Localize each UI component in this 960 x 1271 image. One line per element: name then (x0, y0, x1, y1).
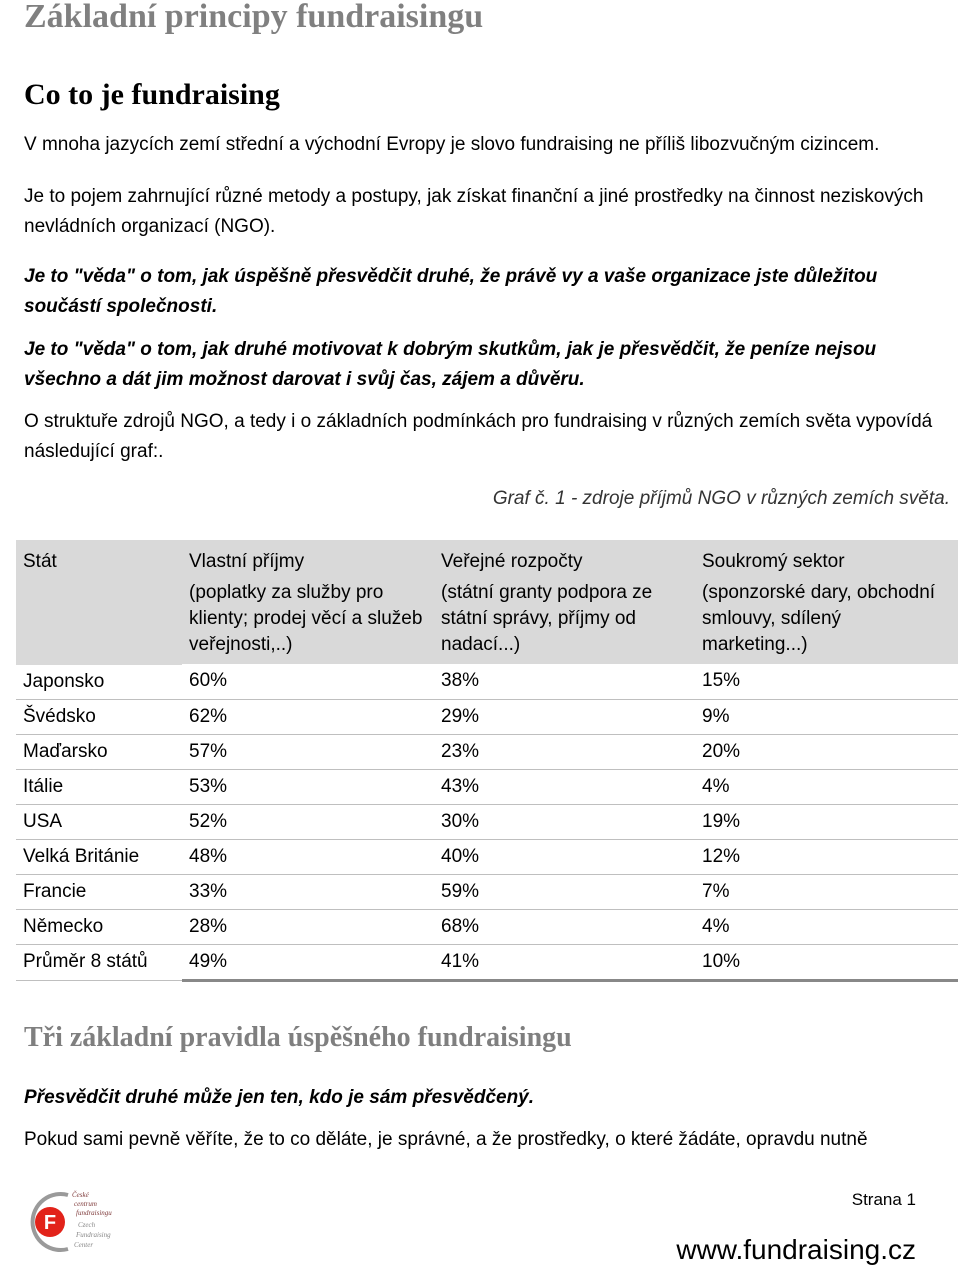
value-cell: 9% (695, 699, 958, 734)
paragraph-ngo-structure: O struktuře zdrojů NGO, a tedy i o základních podmínkách pro fundraising v různých zemích světa vypovídá následující graf:. (24, 411, 933, 462)
table-row (16, 664, 958, 699)
value-cell: 12% (695, 839, 958, 874)
section-heading-three-rules: Tři základní pravidla úspěšného fundraisingu (24, 1022, 572, 1053)
paragraph-belief: Pokud sami pevně věříte, že to co děláte, je správné, a že prostředky, o které žádáte, opravdu nutně (24, 1129, 868, 1150)
country-cell: Maďarsko (16, 734, 182, 769)
document-title: Základní principy fundraisingu (24, 0, 484, 35)
logo-text-line: Fundraising (76, 1231, 111, 1239)
value-cell: 52% (182, 804, 434, 839)
table-row (16, 909, 958, 944)
subheader-cell: (státní granty podpora ze státní správy, příjmy od nadací...) (434, 580, 695, 664)
value-cell: 7% (695, 874, 958, 909)
website-url: www.fundraising.cz (676, 1234, 916, 1265)
header-cell: Soukromý sektor (695, 540, 958, 580)
value-cell: 41% (434, 944, 695, 980)
value-cell: 40% (434, 839, 695, 874)
table-caption: Graf č. 1 - zdroje příjmů NGO v různých zemích světa. (492, 488, 950, 509)
country-cell: Japonsko (16, 664, 182, 699)
table-row (16, 874, 958, 909)
value-cell: 60% (182, 664, 434, 699)
logo-text-line: fundraisingu (76, 1209, 112, 1217)
table-subheader-row (16, 580, 958, 664)
logo-text-line: České (72, 1191, 89, 1199)
value-cell: 29% (434, 699, 695, 734)
ngo-income-table (16, 540, 958, 982)
value-cell: 33% (182, 874, 434, 909)
logo-text-line: Center (74, 1241, 94, 1249)
paragraph-intro: V mnoha jazycích zemí střední a východní Evropy je slovo fundraising ne příliš libozvučným cizincem. (24, 134, 880, 155)
paragraph-definition: Je to pojem zahrnující různé metody a postupy, jak získat finanční a jiné prostředky na činnost neziskových nevládních organizací (NGO). (24, 186, 924, 237)
value-cell: 20% (695, 734, 958, 769)
value-cell: 10% (695, 944, 958, 980)
logo-text-line: Czech (78, 1221, 96, 1229)
logo-letter: F (43, 1212, 57, 1234)
subheader-cell: (poplatky za služby pro klienty; prodej věcí a služeb veřejnosti,..) (182, 580, 434, 664)
paragraph-science-motivate: Je to "věda" o tom, jak druhé motivovat k dobrým skutkům, jak je přesvědčit, že peníze nejsou všechno a dát jim možnost darovat i svůj čas, zájem a důvěru. (24, 339, 877, 390)
value-cell: 4% (695, 769, 958, 804)
value-cell: 53% (182, 769, 434, 804)
value-cell: 62% (182, 699, 434, 734)
value-cell: 23% (434, 734, 695, 769)
ccf-logo (16, 1185, 136, 1260)
section-heading-what-is-fundraising: Co to je fundraising (24, 78, 280, 111)
paragraph-science-persuade: Je to "věda" o tom, jak úspěšně přesvědčit druhé, že právě vy a vaše organizace jste důležitou součástí společnosti. (24, 266, 878, 317)
header-cell: Stát (16, 540, 182, 580)
value-cell: 30% (434, 804, 695, 839)
table-row-average (16, 944, 958, 980)
country-cell: Průměr 8 států (16, 944, 182, 980)
header-cell: Vlastní příjmy (182, 540, 434, 580)
table-header-row (16, 540, 958, 580)
country-cell: Itálie (16, 769, 182, 804)
country-cell: USA (16, 804, 182, 839)
value-cell: 59% (434, 874, 695, 909)
country-cell: Německo (16, 909, 182, 944)
country-cell: Velká Británie (16, 839, 182, 874)
subheader-cell (16, 580, 182, 664)
value-cell: 19% (695, 804, 958, 839)
subheader-cell: (sponzorské dary, obchodní smlouvy, sdílený marketing...) (695, 580, 958, 664)
value-cell: 4% (695, 909, 958, 944)
header-cell: Veřejné rozpočty (434, 540, 695, 580)
value-cell: 68% (434, 909, 695, 944)
logo-text-line: centrum (74, 1200, 97, 1208)
country-cell: Francie (16, 874, 182, 909)
value-cell: 49% (182, 944, 434, 980)
value-cell: 43% (434, 769, 695, 804)
value-cell: 38% (434, 664, 695, 699)
value-cell: 15% (695, 664, 958, 699)
value-cell: 48% (182, 839, 434, 874)
country-cell: Švédsko (16, 699, 182, 734)
table-row (16, 839, 958, 874)
table-row (16, 734, 958, 769)
table-row (16, 804, 958, 839)
value-cell: 57% (182, 734, 434, 769)
page-number: Strana 1 (851, 1190, 916, 1209)
table-row (16, 699, 958, 734)
table-row (16, 769, 958, 804)
rule-1: Přesvědčit druhé může jen ten, kdo je sám přesvědčený. (24, 1087, 535, 1108)
value-cell: 28% (182, 909, 434, 944)
